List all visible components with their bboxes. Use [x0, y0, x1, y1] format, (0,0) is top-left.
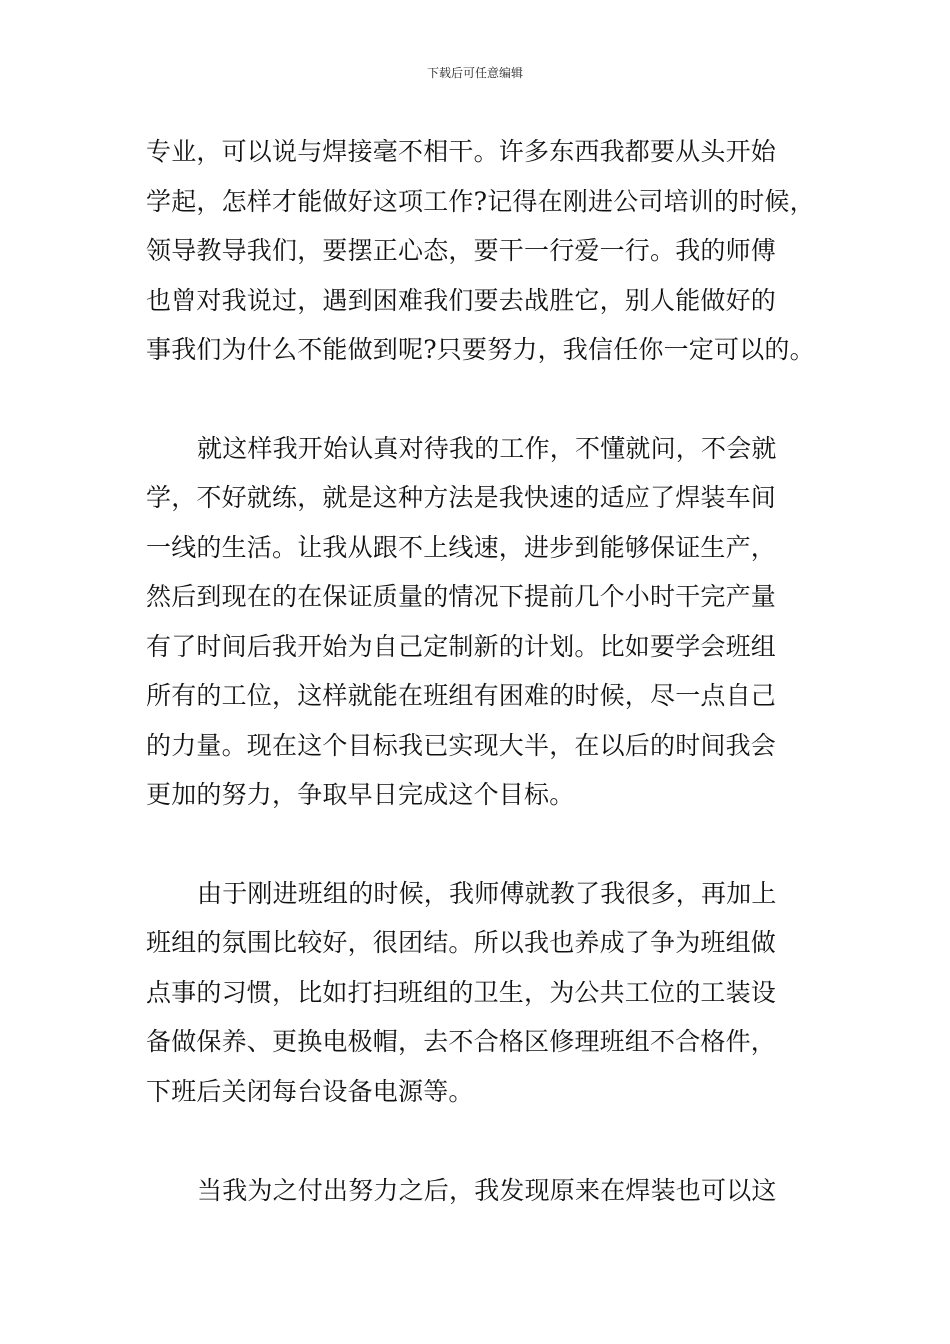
text-line: 学起，怎样才能做好这项工作?记得在刚进公司培训的时候， — [146, 187, 815, 216]
text-line: 就这样我开始认真对待我的工作，不懂就问，不会就 — [197, 434, 777, 463]
text-line: 学，不好就练，就是这种方法是我快速的适应了焊装车间 — [146, 483, 777, 512]
text-line: 也曾对我说过，遇到困难我们要去战胜它，别人能做好的 — [146, 286, 777, 315]
text-line: 更加的努力，争取早日完成这个目标。 — [146, 780, 575, 809]
text-line: 的力量。现在这个目标我已实现大半，在以后的时间我会 — [146, 731, 777, 760]
text-line: 所有的工位，这样就能在班组有困难的时候，尽一点自己 — [146, 681, 777, 710]
text-line: 有了时间后我开始为自己定制新的计划。比如要学会班组 — [146, 632, 777, 661]
text-line: 下班后关闭每台设备电源等。 — [146, 1077, 474, 1106]
text-line: 领导教导我们，要摆正心态，要干一行爱一行。我的师傅 — [146, 236, 777, 265]
text-line: 一线的生活。让我从跟不上线速，进步到能够保证生产， — [146, 533, 777, 562]
text-line: 然后到现在的在保证质量的情况下提前几个小时干完产量 — [146, 582, 777, 611]
text-line: 专业，可以说与焊接毫不相干。许多东西我都要从头开始 — [146, 137, 777, 166]
page-header: 下载后可任意编辑 — [426, 66, 523, 80]
text-line: 当我为之付出努力之后，我发现原来在焊装也可以这 — [197, 1176, 777, 1205]
text-line: 备做保养、更换电极帽，去不合格区修理班组不合格件， — [146, 1027, 777, 1056]
text-line: 由于刚进班组的时候，我师傅就教了我很多，再加上 — [197, 879, 777, 908]
text-line: 事我们为什么不能做到呢?只要努力，我信任你一定可以的。 — [146, 335, 815, 364]
text-line: 点事的习惯，比如打扫班组的卫生，为公共工位的工装设 — [146, 978, 777, 1007]
text-line: 班组的氛围比较好，很团结。所以我也养成了争为班组做 — [146, 928, 777, 957]
